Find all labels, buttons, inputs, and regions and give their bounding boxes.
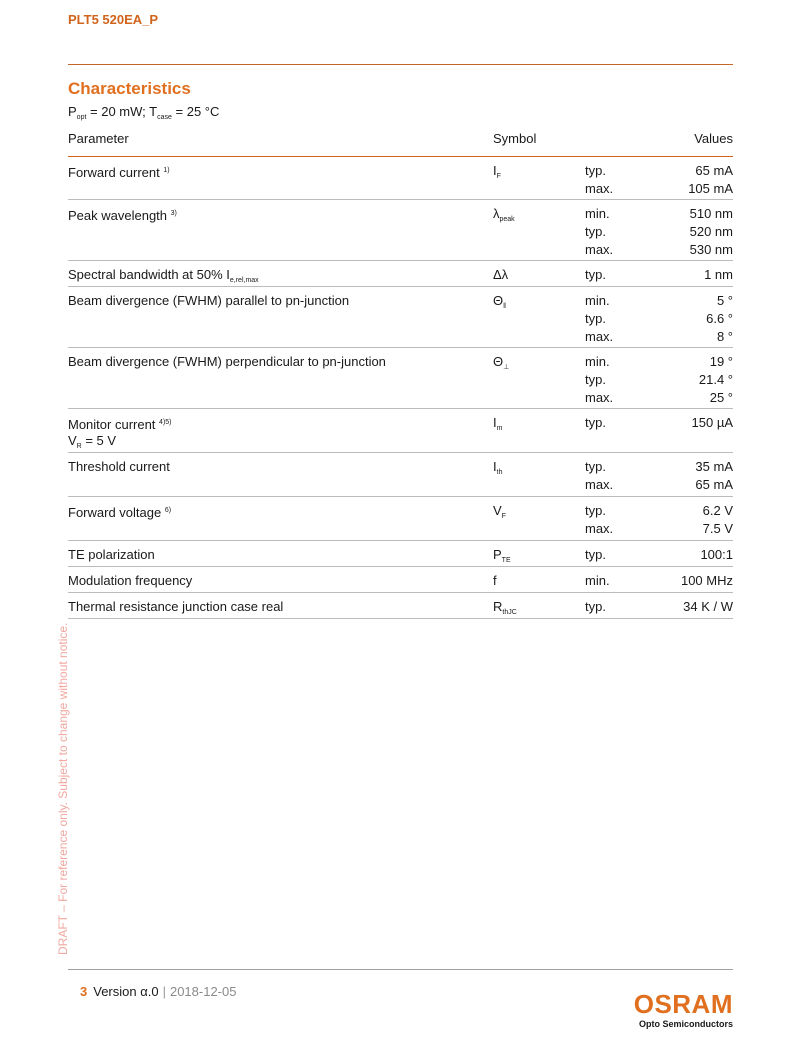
symbol-subscript: TE — [501, 557, 511, 564]
value-cell — [681, 572, 733, 590]
symbol-text: λ — [493, 206, 500, 221]
qualifier: max. — [585, 521, 614, 536]
parameter-cell — [68, 292, 349, 310]
characteristics-table — [68, 157, 733, 619]
qualifier: min. — [585, 573, 610, 588]
footnote-marker: 3) — [170, 210, 177, 217]
symbol-cell — [493, 292, 506, 316]
qualifier-cell — [585, 572, 610, 590]
table-row — [68, 497, 733, 541]
t-symbol: T — [149, 104, 158, 119]
symbol-text: I — [493, 459, 497, 474]
symbol-subscript: ⊥ — [503, 364, 510, 371]
qualifier: typ. — [585, 372, 606, 387]
qualifier-cell — [585, 414, 606, 432]
qualifier-cell — [585, 546, 606, 564]
value: 65 mA — [695, 163, 733, 178]
qualifier: typ. — [585, 503, 606, 518]
qualifier: typ. — [585, 415, 606, 430]
qualifier-cell — [585, 458, 613, 494]
p-value: = 20 mW; — [86, 104, 150, 119]
footer-separator: | — [162, 984, 166, 999]
parameter-text: Monitor current — [68, 417, 156, 432]
table-header — [68, 129, 733, 157]
value-cell — [700, 546, 733, 564]
parameter-text: Modulation frequency — [68, 573, 193, 588]
table-row — [68, 200, 733, 261]
symbol-text: f — [493, 573, 497, 588]
test-conditions — [68, 104, 219, 121]
symbol-text: R — [493, 599, 503, 614]
symbol-text: Θ — [493, 293, 504, 308]
table-row — [68, 348, 733, 409]
value-cell — [683, 598, 733, 616]
parameter-cell — [68, 205, 177, 223]
qualifier-cell — [585, 292, 613, 346]
value: 6.6 ° — [706, 311, 733, 326]
parameter-cell — [68, 546, 155, 564]
symbol-cell — [493, 266, 508, 284]
table-row — [68, 409, 733, 453]
value: 5 ° — [716, 293, 733, 308]
brand-logo — [634, 990, 733, 1029]
table-row — [68, 593, 733, 619]
symbol-subscript: F — [501, 513, 506, 520]
parameter-cell — [68, 162, 170, 180]
qualifier-cell — [585, 353, 613, 407]
parameter-cell — [68, 353, 386, 371]
symbol-text: V — [493, 503, 502, 518]
qualifier: max. — [585, 181, 614, 196]
section-title: Characteristics — [68, 79, 191, 98]
qualifier: min. — [585, 293, 610, 308]
symbol-subscript: m — [496, 425, 503, 432]
value-cell — [690, 205, 733, 259]
value: 8 ° — [716, 329, 733, 344]
parameter-cell — [68, 572, 192, 590]
table-row — [68, 157, 733, 200]
value: 510 nm — [689, 206, 733, 221]
qualifier: typ. — [585, 224, 606, 239]
symbol-subscript: thJC — [502, 609, 517, 616]
value: 100 MHz — [680, 573, 733, 588]
parameter-cell — [68, 502, 171, 520]
symbol-text: I — [493, 415, 497, 430]
version-label: Version α.0 — [93, 984, 159, 999]
value-cell — [704, 266, 733, 284]
value: 6.2 V — [702, 503, 733, 518]
symbol-cell — [493, 572, 497, 590]
value: 65 mA — [695, 477, 733, 492]
condition-symbol: V — [68, 433, 77, 448]
value: 35 mA — [695, 459, 733, 474]
qualifier: min. — [585, 354, 610, 369]
symbol-cell — [493, 414, 502, 438]
symbol-cell — [493, 205, 515, 229]
footnote-marker: 6) — [164, 507, 172, 514]
symbol-text: I — [493, 163, 497, 178]
symbol-cell — [493, 353, 509, 377]
table-row — [68, 261, 733, 287]
qualifier: max. — [585, 390, 614, 405]
symbol-cell — [493, 458, 502, 482]
value: 105 mA — [688, 181, 733, 196]
parameter-text: Forward voltage — [68, 505, 162, 520]
qualifier: typ. — [585, 163, 606, 178]
qualifier: max. — [585, 477, 614, 492]
value: 7.5 V — [702, 521, 733, 536]
parameter-text: Spectral bandwidth at 50% I — [68, 267, 230, 282]
parameter-cell — [68, 598, 283, 616]
qualifier-cell — [585, 162, 613, 198]
symbol-text: P — [493, 547, 502, 562]
symbol-text: Θ — [493, 354, 504, 369]
draft-watermark: DRAFT – For reference only. Subject to change without notice. — [56, 622, 70, 955]
header-symbol: Symbol — [493, 131, 537, 146]
parameter-text: Thermal resistance junction case real — [68, 599, 284, 614]
value-cell — [699, 353, 733, 407]
footer-rule — [68, 969, 733, 970]
t-subscript: case — [157, 114, 172, 121]
table-row — [68, 567, 733, 593]
qualifier: typ. — [585, 311, 606, 326]
footer — [80, 984, 236, 999]
table-row — [68, 287, 733, 348]
parameter-text: Forward current — [68, 165, 160, 180]
footnote-marker: 1) — [163, 167, 170, 174]
qualifier-cell — [585, 266, 606, 284]
parameter-cell — [68, 414, 172, 450]
symbol-text: Δλ — [493, 267, 509, 282]
page-number: 3 — [80, 984, 88, 999]
qualifier: typ. — [585, 599, 606, 614]
footnote-marker: 4)5) — [159, 419, 172, 426]
value-cell — [703, 502, 733, 538]
table-row — [68, 453, 733, 497]
parameter-text: Peak wavelength — [68, 208, 168, 223]
qualifier-cell — [585, 205, 613, 259]
qualifier: typ. — [585, 547, 606, 562]
parameter-text: Threshold current — [68, 459, 170, 474]
value-cell — [706, 292, 733, 346]
osram-logo: OSRAM — [633, 989, 733, 1019]
t-value: = 25 °C — [171, 104, 220, 119]
symbol-subscript: F — [496, 173, 501, 180]
parameter-text: Beam divergence (FWHM) perpendicular to pn-junction — [68, 354, 386, 369]
qualifier: min. — [585, 206, 610, 221]
value-cell — [695, 458, 733, 494]
footer-date: 2018-12-05 — [169, 984, 237, 999]
header-values: Values — [694, 131, 733, 146]
value: 25 ° — [709, 390, 733, 405]
symbol-subscript: ‖ — [503, 303, 507, 310]
condition-value: = 5 V — [81, 433, 117, 448]
header-parameter: Parameter — [68, 131, 129, 146]
qualifier: typ. — [585, 267, 606, 282]
parameter-text: Beam divergence (FWHM) parallel to pn-junction — [68, 293, 350, 308]
value-cell — [688, 162, 733, 198]
symbol-subscript: th — [496, 469, 503, 476]
qualifier-cell — [585, 502, 613, 538]
symbol-cell — [493, 162, 501, 186]
value-cell — [692, 414, 733, 432]
qualifier: max. — [585, 242, 614, 257]
value: 150 µA — [691, 415, 733, 430]
value: 1 nm — [704, 267, 733, 282]
p-subscript: opt — [76, 114, 87, 121]
brand-tagline: Opto Semiconductors — [638, 1019, 733, 1029]
parameter-subscript: e,rel,max — [229, 277, 259, 284]
symbol-cell — [493, 598, 517, 622]
value: 530 nm — [689, 242, 733, 257]
value: 520 nm — [689, 224, 733, 239]
document-id: PLT5 520EA_P — [68, 12, 159, 27]
parameter-text: TE polarization — [68, 547, 155, 562]
value: 19 ° — [709, 354, 733, 369]
value: 34 K / W — [683, 599, 733, 614]
header-rule — [68, 64, 733, 65]
qualifier: max. — [585, 329, 614, 344]
condition-subscript: R — [76, 443, 82, 450]
table-row — [68, 541, 733, 567]
symbol-subscript: peak — [499, 216, 515, 223]
value: 100:1 — [700, 547, 733, 562]
p-symbol: P — [68, 104, 77, 119]
symbol-cell — [493, 502, 506, 526]
qualifier: typ. — [585, 459, 606, 474]
value: 21.4 ° — [698, 372, 733, 387]
parameter-cell — [68, 266, 259, 284]
qualifier-cell — [585, 598, 606, 616]
parameter-cell — [68, 458, 170, 476]
